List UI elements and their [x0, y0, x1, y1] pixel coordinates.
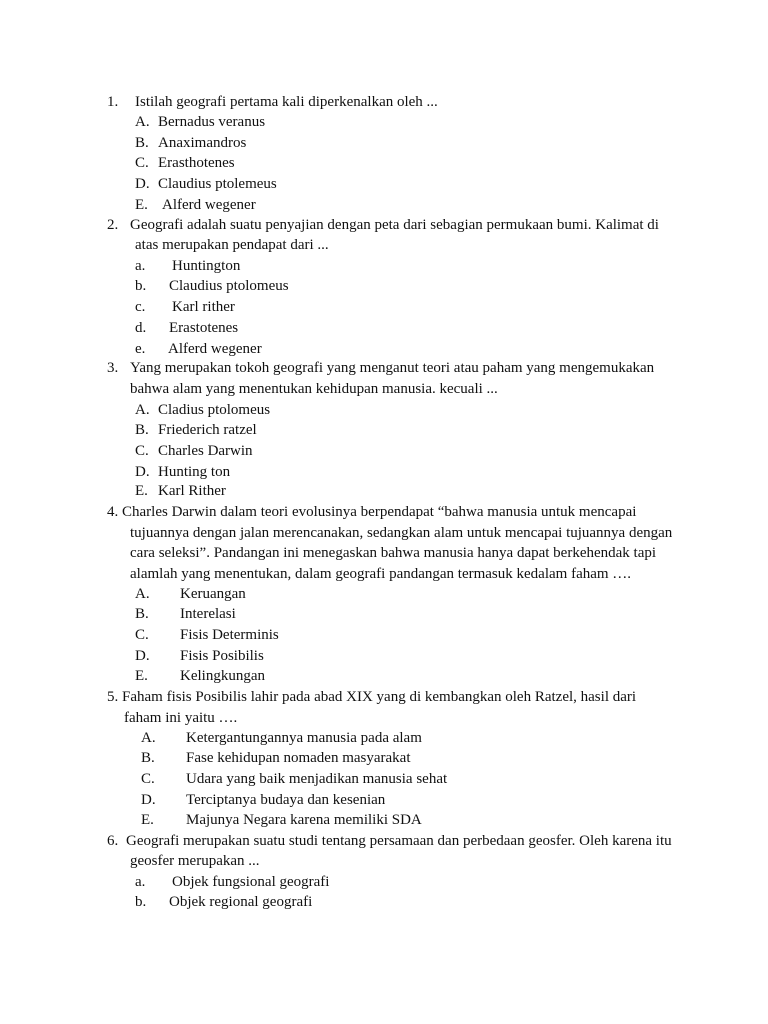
- option-marker: B.: [141, 750, 155, 766]
- option-text: Alferd wegener: [162, 197, 256, 213]
- option-text: Fisis Posibilis: [180, 648, 264, 664]
- option-text: Kelingkungan: [180, 668, 265, 684]
- answer-option: [135, 625, 279, 645]
- option-marker: D.: [141, 792, 156, 808]
- option-text: Fase kehidupan nomaden masyarakat: [186, 750, 411, 766]
- question-text: alamlah yang menentukan, dalam geografi pandangan termasuk kedalam faham ….: [130, 566, 632, 582]
- option-marker: D.: [135, 648, 150, 664]
- question-text: Geografi merupakan suatu studi tentang persamaan dan perbedaan geosfer. Oleh karena itu: [126, 833, 672, 849]
- option-text: Fisis Determinis: [180, 627, 279, 643]
- question-number: 4.: [107, 504, 119, 520]
- option-text: Majunya Negara karena memiliki SDA: [186, 812, 422, 828]
- answer-option: [135, 872, 330, 892]
- answer-option: [135, 481, 226, 501]
- option-marker: B.: [135, 606, 149, 622]
- question-number: 1.: [107, 94, 119, 110]
- option-marker: B.: [135, 422, 149, 438]
- question-number: 2.: [107, 217, 119, 233]
- answer-option: [135, 339, 262, 359]
- question-text: tujuannya dengan jalan merencanakan, sedangkan alam untuk mencapai tujuannya dengan: [130, 525, 673, 541]
- answer-option: [141, 790, 386, 810]
- option-marker: d.: [135, 320, 147, 336]
- answer-option: [135, 276, 289, 296]
- option-marker: E.: [135, 483, 148, 499]
- question-text: geosfer merupakan ...: [130, 853, 260, 869]
- option-text: Bernadus veranus: [158, 114, 266, 130]
- option-text: Hunting ton: [158, 464, 231, 480]
- question-number: 6.: [107, 833, 119, 849]
- question-text: Faham fisis Posibilis lahir pada abad XIX yang di kembangkan oleh Ratzel, hasil dari: [122, 689, 637, 705]
- answer-option: [141, 769, 448, 789]
- option-text: Anaximandros: [158, 135, 247, 151]
- question-text: Geografi adalah suatu penyajian dengan peta dari sebagian permukaan bumi. Kalimat di: [130, 217, 659, 233]
- option-marker: A.: [141, 730, 156, 746]
- answer-option: [135, 604, 236, 624]
- option-text: Keruangan: [180, 586, 246, 602]
- answer-option: [135, 195, 256, 215]
- question-text: Istilah geografi pertama kali diperkenalkan oleh ...: [135, 94, 438, 110]
- option-text: Interelasi: [180, 606, 236, 622]
- option-marker: e.: [135, 341, 146, 357]
- option-text: Claudius ptolemeus: [158, 176, 277, 192]
- answer-option: [135, 153, 235, 173]
- option-text: Terciptanya budaya dan kesenian: [186, 792, 386, 808]
- question-text: faham ini yaitu ….: [124, 710, 238, 726]
- option-marker: b.: [135, 894, 147, 910]
- option-text: Claudius ptolomeus: [169, 278, 289, 294]
- option-text: Erasthotenes: [158, 155, 235, 171]
- option-text: Udara yang baik menjadikan manusia sehat: [186, 771, 448, 787]
- question-number: 3.: [107, 360, 119, 376]
- option-marker: B.: [135, 135, 149, 151]
- question-text: Yang merupakan tokoh geografi yang menganut teori atau paham yang mengemukakan: [130, 360, 655, 376]
- answer-option: [135, 174, 277, 194]
- answer-option: [141, 728, 422, 748]
- option-marker: A.: [135, 402, 150, 418]
- option-marker: a.: [135, 258, 146, 274]
- option-marker: C.: [135, 155, 149, 171]
- option-marker: A.: [135, 586, 150, 602]
- option-marker: A.: [135, 114, 150, 130]
- option-text: Objek fungsional geografi: [172, 874, 330, 890]
- option-marker: c.: [135, 299, 146, 315]
- option-marker: D.: [135, 176, 150, 192]
- answer-option: [135, 318, 239, 338]
- answer-option: [135, 400, 271, 420]
- option-text: Ketergantungannya manusia pada alam: [186, 730, 422, 746]
- question-text: Charles Darwin dalam teori evolusinya berpendapat “bahwa manusia untuk mencapai: [122, 504, 637, 520]
- question-text: atas merupakan pendapat dari ...: [135, 237, 329, 253]
- option-marker: b.: [135, 278, 147, 294]
- option-text: Karl Rither: [158, 483, 226, 499]
- option-marker: C.: [135, 627, 149, 643]
- answer-option: [135, 441, 253, 461]
- answer-option: [135, 297, 235, 317]
- question-number: 5.: [107, 689, 119, 705]
- answer-option: [135, 420, 257, 440]
- option-marker: C.: [141, 771, 155, 787]
- answer-option: [135, 256, 241, 276]
- option-text: Charles Darwin: [158, 443, 253, 459]
- question-text: cara seleksi”. Pandangan ini menegaskan bahwa manusia hanya dapat berkehendak tapi: [130, 545, 657, 561]
- answer-option: [135, 646, 264, 666]
- option-marker: D.: [135, 464, 150, 480]
- question-text: bahwa alam yang menentukan kehidupan manusia. kecuali ...: [130, 381, 498, 397]
- option-text: Alferd wegener: [168, 341, 262, 357]
- answer-option: [135, 112, 266, 132]
- answer-option: [135, 584, 246, 604]
- option-text: Karl rither: [172, 299, 235, 315]
- option-text: Cladius ptolomeus: [158, 402, 271, 418]
- answer-option: [135, 666, 265, 686]
- option-text: Huntington: [172, 258, 241, 274]
- answer-option: [141, 810, 422, 830]
- option-marker: E.: [141, 812, 154, 828]
- option-marker: E.: [135, 668, 148, 684]
- answer-option: [135, 133, 247, 153]
- answer-option: [141, 748, 411, 768]
- option-text: Objek regional geografi: [169, 894, 313, 910]
- option-marker: E.: [135, 197, 148, 213]
- option-marker: C.: [135, 443, 149, 459]
- answer-option: [135, 892, 313, 912]
- answer-option: [135, 462, 231, 482]
- option-text: Erastotenes: [169, 320, 239, 336]
- option-text: Friederich ratzel: [158, 422, 257, 438]
- option-marker: a.: [135, 874, 146, 890]
